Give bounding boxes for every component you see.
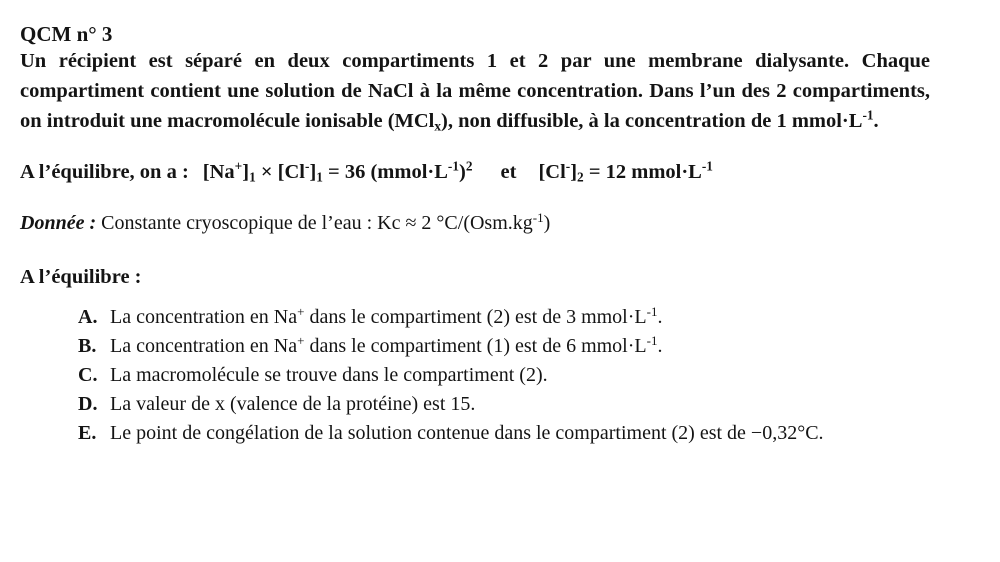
product-square-exponent: 2: [465, 158, 473, 174]
cl2-charge: -: [565, 158, 571, 174]
section-heading: A l’équilibre :: [20, 266, 142, 288]
stem-exponent: -1: [862, 107, 874, 123]
product-close-paren: ): [459, 161, 466, 183]
cl-open: [Cl: [277, 161, 305, 183]
cl-close: ]: [309, 161, 317, 183]
stem-subscript-x: x: [434, 118, 442, 134]
donnee-line: [20, 209, 930, 237]
option-letter: A.: [78, 306, 98, 328]
equilibrium-intro: A l’équilibre, on a :: [20, 161, 189, 183]
option-text: La valeur de x (valence de la protéine) est 15.: [110, 393, 476, 415]
option-c[interactable]: [78, 361, 930, 390]
option-b-text-before: La concentration en Na: [110, 335, 298, 357]
cl2-value: = 12 mmol·L: [583, 161, 702, 183]
cl-index: 1: [316, 169, 323, 185]
option-text: La macromolécule se trouve dans le compartiment (2).: [110, 364, 548, 386]
product-unit-exponent: -1: [447, 158, 460, 174]
donnee-end: ): [543, 212, 551, 234]
option-a-charge: +: [297, 303, 305, 319]
option-letter: B.: [78, 335, 97, 357]
option-b-text-end: .: [657, 335, 663, 357]
option-e[interactable]: [78, 419, 930, 448]
option-letter: E.: [78, 422, 97, 444]
donnee-exponent: -1: [532, 209, 544, 225]
donnee-label: Donnée :: [20, 212, 97, 234]
stem-part3: .: [873, 110, 879, 132]
donnee-text: Constante cryoscopique de l’eau : Kc ≈ 2 °C/(Osm.kg: [96, 212, 533, 234]
option-letter: C.: [78, 364, 98, 386]
option-b[interactable]: [78, 332, 930, 361]
cl2-index: 2: [577, 169, 584, 185]
question-title: QCM n° 3: [20, 22, 113, 46]
na-close: ]: [242, 161, 250, 183]
equilibrium-data: [20, 158, 930, 186]
option-a-exponent: -1: [646, 303, 658, 319]
na-open: [Na: [202, 161, 235, 183]
option-a-text-before: La concentration en Na: [110, 306, 298, 328]
option-text: Le point de congélation de la solution contenue dans le compartiment (2) est de −0,32°C.: [110, 422, 824, 444]
option-a-text-middle: dans le compartiment (2) est de 3 mmol·L: [304, 306, 647, 328]
option-d[interactable]: [78, 390, 930, 419]
na-charge: +: [234, 158, 243, 174]
cl2-close: ]: [570, 161, 578, 183]
option-text: [110, 303, 930, 332]
option-b-text-middle: dans le compartiment (1) est de 6 mmol·L: [304, 335, 647, 357]
cl-charge: -: [305, 158, 310, 174]
option-b-charge: +: [297, 332, 305, 348]
stem-part1: Un récipient est séparé en deux compartiments 1 et 2 par une membrane dialysante. Chaque compartiment contient une solution de NaCl à la même concentration. Dans l’un des 2 compartiments, on introduit une macromolécule ionisable (MCl: [20, 50, 930, 132]
question-stem: [20, 46, 930, 136]
conjunction-et: et: [500, 161, 517, 183]
option-text: [110, 332, 930, 361]
stem-part2: ), non diffusible, à la concentration de 1 mmol·L: [441, 110, 863, 132]
option-a-text-end: .: [657, 306, 663, 328]
cl2-exponent: -1: [701, 158, 713, 174]
option-b-exponent: -1: [646, 332, 658, 348]
option-a[interactable]: [78, 303, 930, 332]
option-letter: D.: [78, 393, 98, 415]
cl2-open: [Cl: [538, 161, 566, 183]
times-sign: ×: [260, 161, 273, 183]
product-value: = 36 (mmol·L: [322, 161, 448, 183]
na-index: 1: [249, 169, 256, 185]
answer-options: [20, 303, 930, 448]
